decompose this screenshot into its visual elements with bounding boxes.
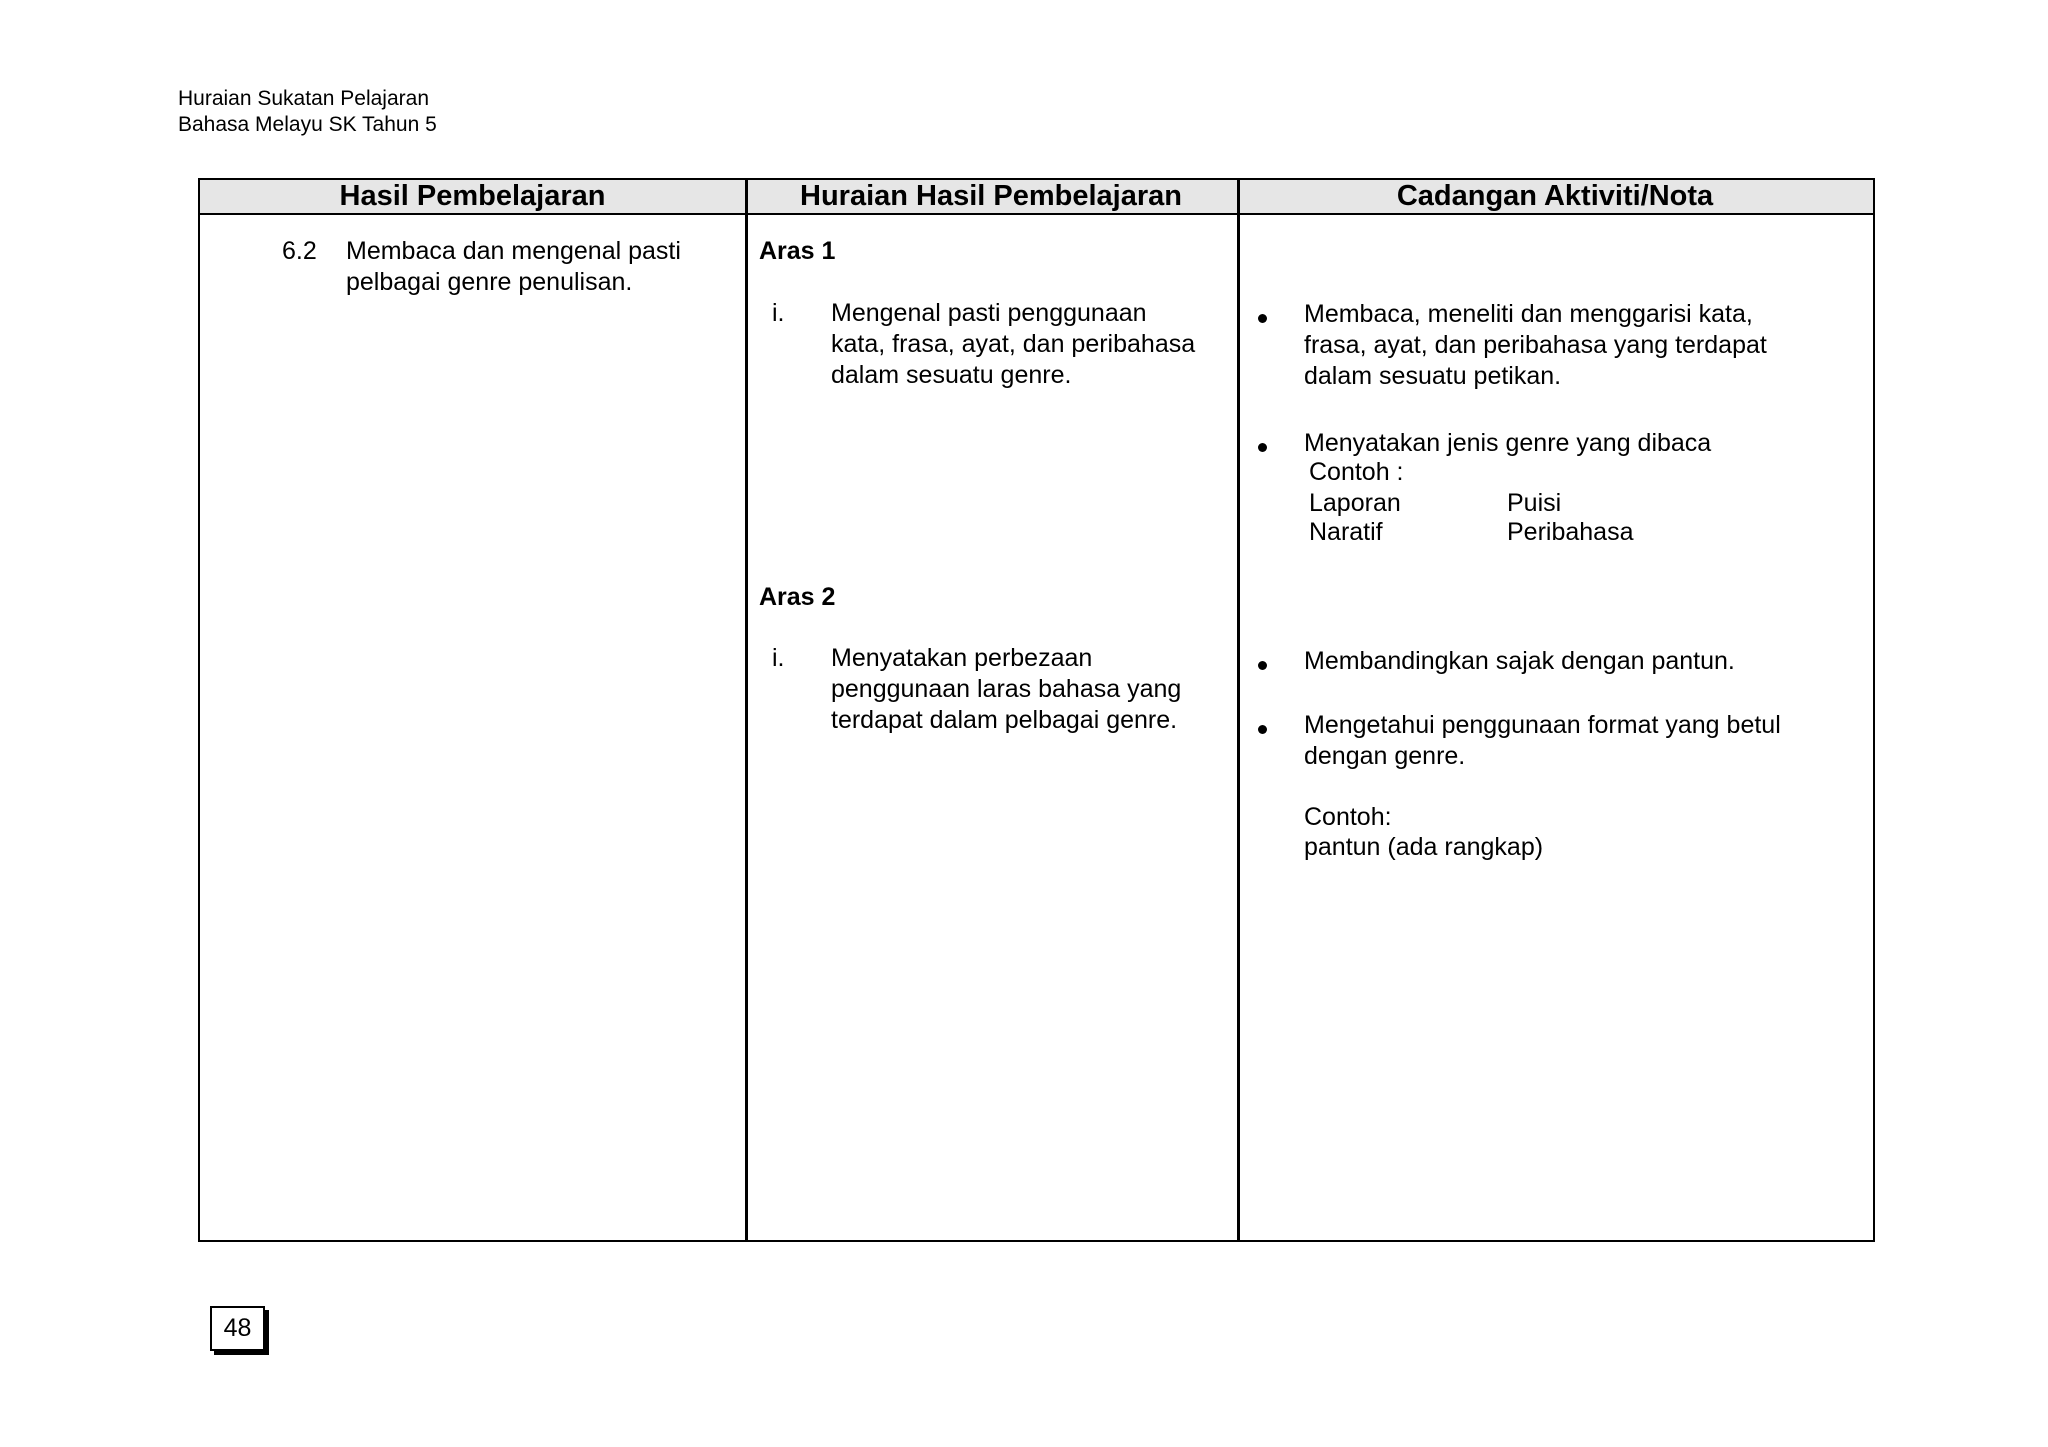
bullet-icon xyxy=(1258,661,1267,670)
list-marker: i. xyxy=(772,644,785,672)
column-header-learning-outcome: Hasil Pembelajaran xyxy=(200,180,745,215)
bullet-icon xyxy=(1258,314,1267,323)
activity-item: Membaca, meneliti dan menggarisi kata, frasa, ayat, dan peribahasa yang terdapat dalam sesuatu petikan. xyxy=(1304,300,1767,390)
activity-item: Menyatakan jenis genre yang dibaca xyxy=(1304,429,1712,457)
level-1-item-text: Mengenal pasti penggunaan kata, frasa, ayat, dan peribahasa dalam sesuatu genre. xyxy=(831,299,1196,389)
list-marker: i. xyxy=(772,299,785,327)
bullet-icon xyxy=(1258,443,1267,452)
activity-item: Membandingkan sajak dengan pantun. xyxy=(1304,647,1735,675)
column-divider xyxy=(745,180,748,1240)
example-genre: Laporan xyxy=(1309,489,1401,517)
document-header xyxy=(178,86,437,138)
activity-item: Mengetahui penggunaan format yang betul dengan genre. xyxy=(1304,711,1781,770)
level-heading-aras-2: Aras 2 xyxy=(759,583,836,611)
example-genre: Puisi xyxy=(1507,489,1562,517)
bullet-icon xyxy=(1258,725,1267,734)
curriculum-table xyxy=(198,178,1875,1242)
column-header-outcome-description: Huraian Hasil Pembelajaran xyxy=(745,180,1237,215)
level-2-item-text: Menyatakan perbezaan penggunaan laras bahasa yang terdapat dalam pelbagai genre. xyxy=(831,644,1182,734)
column-header-activities: Cadangan Aktiviti/Nota xyxy=(1237,180,1873,215)
example-text: pantun (ada rangkap) xyxy=(1304,833,1544,861)
example-label: Contoh: xyxy=(1304,803,1392,831)
outcome-number: 6.2 xyxy=(282,237,317,265)
column-divider xyxy=(1237,180,1240,1240)
example-label: Contoh : xyxy=(1309,458,1404,486)
page-number: 48 xyxy=(210,1306,265,1351)
level-heading-aras-1: Aras 1 xyxy=(759,237,836,265)
header-subtitle: Bahasa Melayu SK Tahun 5 xyxy=(178,113,437,136)
example-genre: Peribahasa xyxy=(1507,518,1634,546)
example-genre: Naratif xyxy=(1309,518,1383,546)
outcome-text: Membaca dan mengenal pasti pelbagai genre penulisan. xyxy=(346,237,681,296)
header-title: Huraian Sukatan Pelajaran xyxy=(178,87,429,110)
